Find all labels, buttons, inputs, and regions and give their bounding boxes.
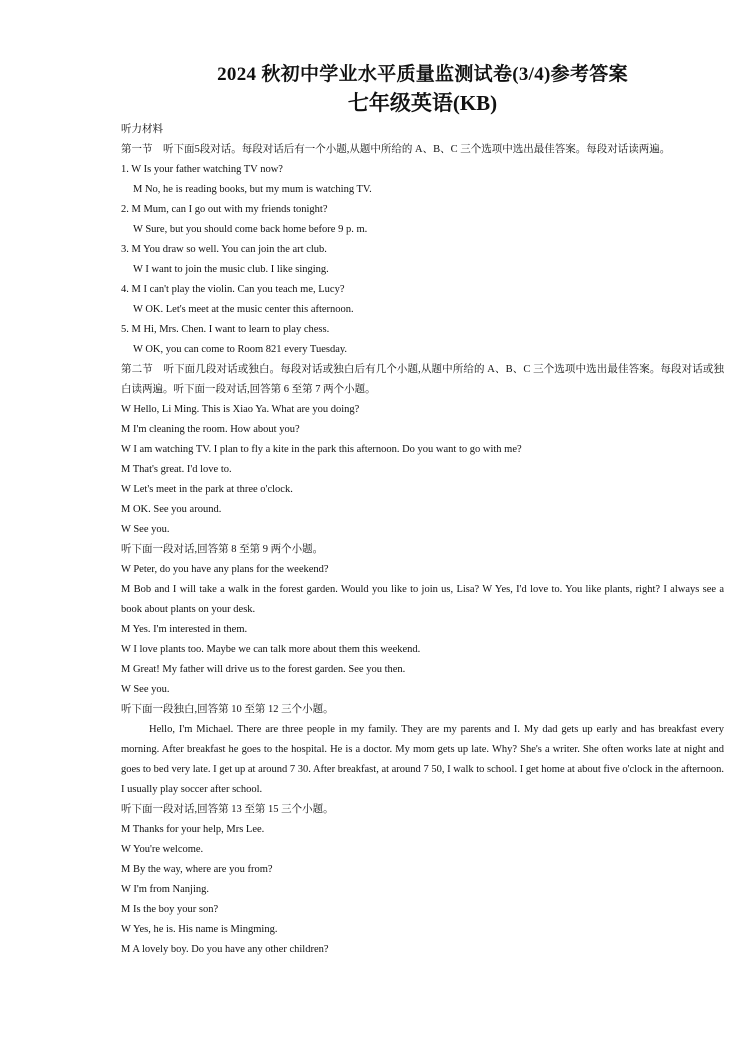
- dialog-line: W I am watching TV. I plan to fly a kite in the park this afternoon. Do you want to go with me?: [121, 444, 522, 455]
- dialog-line: M Great! My father will drive us to the forest garden. See you then.: [121, 664, 406, 675]
- dialog-line: 1. W Is your father watching TV now?: [121, 164, 283, 175]
- dialog-line: 5. M Hi, Mrs. Chen. I want to learn to play chess.: [121, 324, 330, 335]
- dialog-line: W You're welcome.: [121, 844, 204, 855]
- section-heading: 听力材料: [121, 124, 163, 135]
- dialog-instruction: 听下面一段对话,回答第 8 至第 9 两个小题。: [121, 544, 324, 555]
- dialog-line: M I'm cleaning the room. How about you?: [121, 424, 300, 435]
- dialog-line: M That's great. I'd love to.: [121, 464, 232, 475]
- dialog-instruction: 听下面一段对话,回答第 13 至第 15 三个小题。: [121, 804, 334, 815]
- dialog-line: M A lovely boy. Do you have any other children?: [121, 944, 329, 955]
- dialog-line: W See you.: [121, 684, 170, 695]
- dialog-line: W Yes, he is. His name is Mingming.: [121, 924, 278, 935]
- dialog-line: W Peter, do you have any plans for the weekend?: [121, 564, 329, 575]
- dialog-line: 3. M You draw so well. You can join the art club.: [121, 244, 327, 255]
- page-title: 2024 秋初中学业水平质量监测试卷(3/4)参考答案: [217, 64, 628, 85]
- dialog-line: W See you.: [121, 524, 170, 535]
- dialog-line: M Thanks for your help, Mrs Lee.: [121, 824, 265, 835]
- dialog-line: M OK. See you around.: [121, 504, 222, 515]
- dialog-line: 4. M I can't play the violin. Can you teach me, Lucy?: [121, 284, 345, 295]
- dialog-line: M Bob and I will take a walk in the forest garden. Would you like to join us, Lisa? W Yes, I'd love to. You like plants, right? I always see a book about plants on your desk.: [121, 584, 724, 615]
- monologue-text: Hello, I'm Michael. There are three people in my family. They are my parents and I. My dad gets up early and has breakfast every morning. After breakfast he goes to the hospital. He is a doctor. My mom gets up late. Why? She's a writer. She often works late at night and goes to bed very late. I get up at around 7 30. After breakfast, at around 7 50, I walk to school. I get home at about five o'clock in the afternoon. I usually play soccer after school.: [121, 724, 724, 795]
- dialog-line: W Let's meet in the park at three o'clock.: [121, 484, 293, 495]
- dialog-line: M Is the boy your son?: [121, 904, 219, 915]
- dialog-line: W I'm from Nanjing.: [121, 884, 210, 895]
- part2-intro: 第二节 听下面几段对话或独白。每段对话或独白后有几个小题,从题中所给的 A、B、C 三个选项中选出最佳答案。每段对话或独白读两遍。听下面一段对话,回答第 6 至第 7 两个小题。: [121, 364, 724, 395]
- dialog-line: M No, he is reading books, but my mum is watching TV.: [133, 184, 372, 195]
- dialog-line: W Hello, Li Ming. This is Xiao Ya. What are you doing?: [121, 404, 360, 415]
- dialog-line: W OK. Let's meet at the music center this afternoon.: [133, 304, 354, 315]
- dialog-line: W I love plants too. Maybe we can talk more about them this weekend.: [121, 644, 421, 655]
- monologue-instruction: 听下面一段独白,回答第 10 至第 12 三个小题。: [121, 704, 334, 715]
- part1-intro: 第一节 听下面5段对话。每段对话后有一个小题,从题中所给的 A、B、C 三个选项中选出最佳答案。每段对话读两遍。: [121, 144, 671, 155]
- dialog-line: W Sure, but you should come back home before 9 p. m.: [133, 224, 368, 235]
- dialog-line: M By the way, where are you from?: [121, 864, 273, 875]
- dialog-line: W OK, you can come to Room 821 every Tuesday.: [133, 344, 348, 355]
- dialog-line: M Yes. I'm interested in them.: [121, 624, 248, 635]
- dialog-line: W I want to join the music club. I like singing.: [133, 264, 329, 275]
- dialog-line: 2. M Mum, can I go out with my friends tonight?: [121, 204, 328, 215]
- page-subtitle: 七年级英语(KB): [347, 91, 498, 115]
